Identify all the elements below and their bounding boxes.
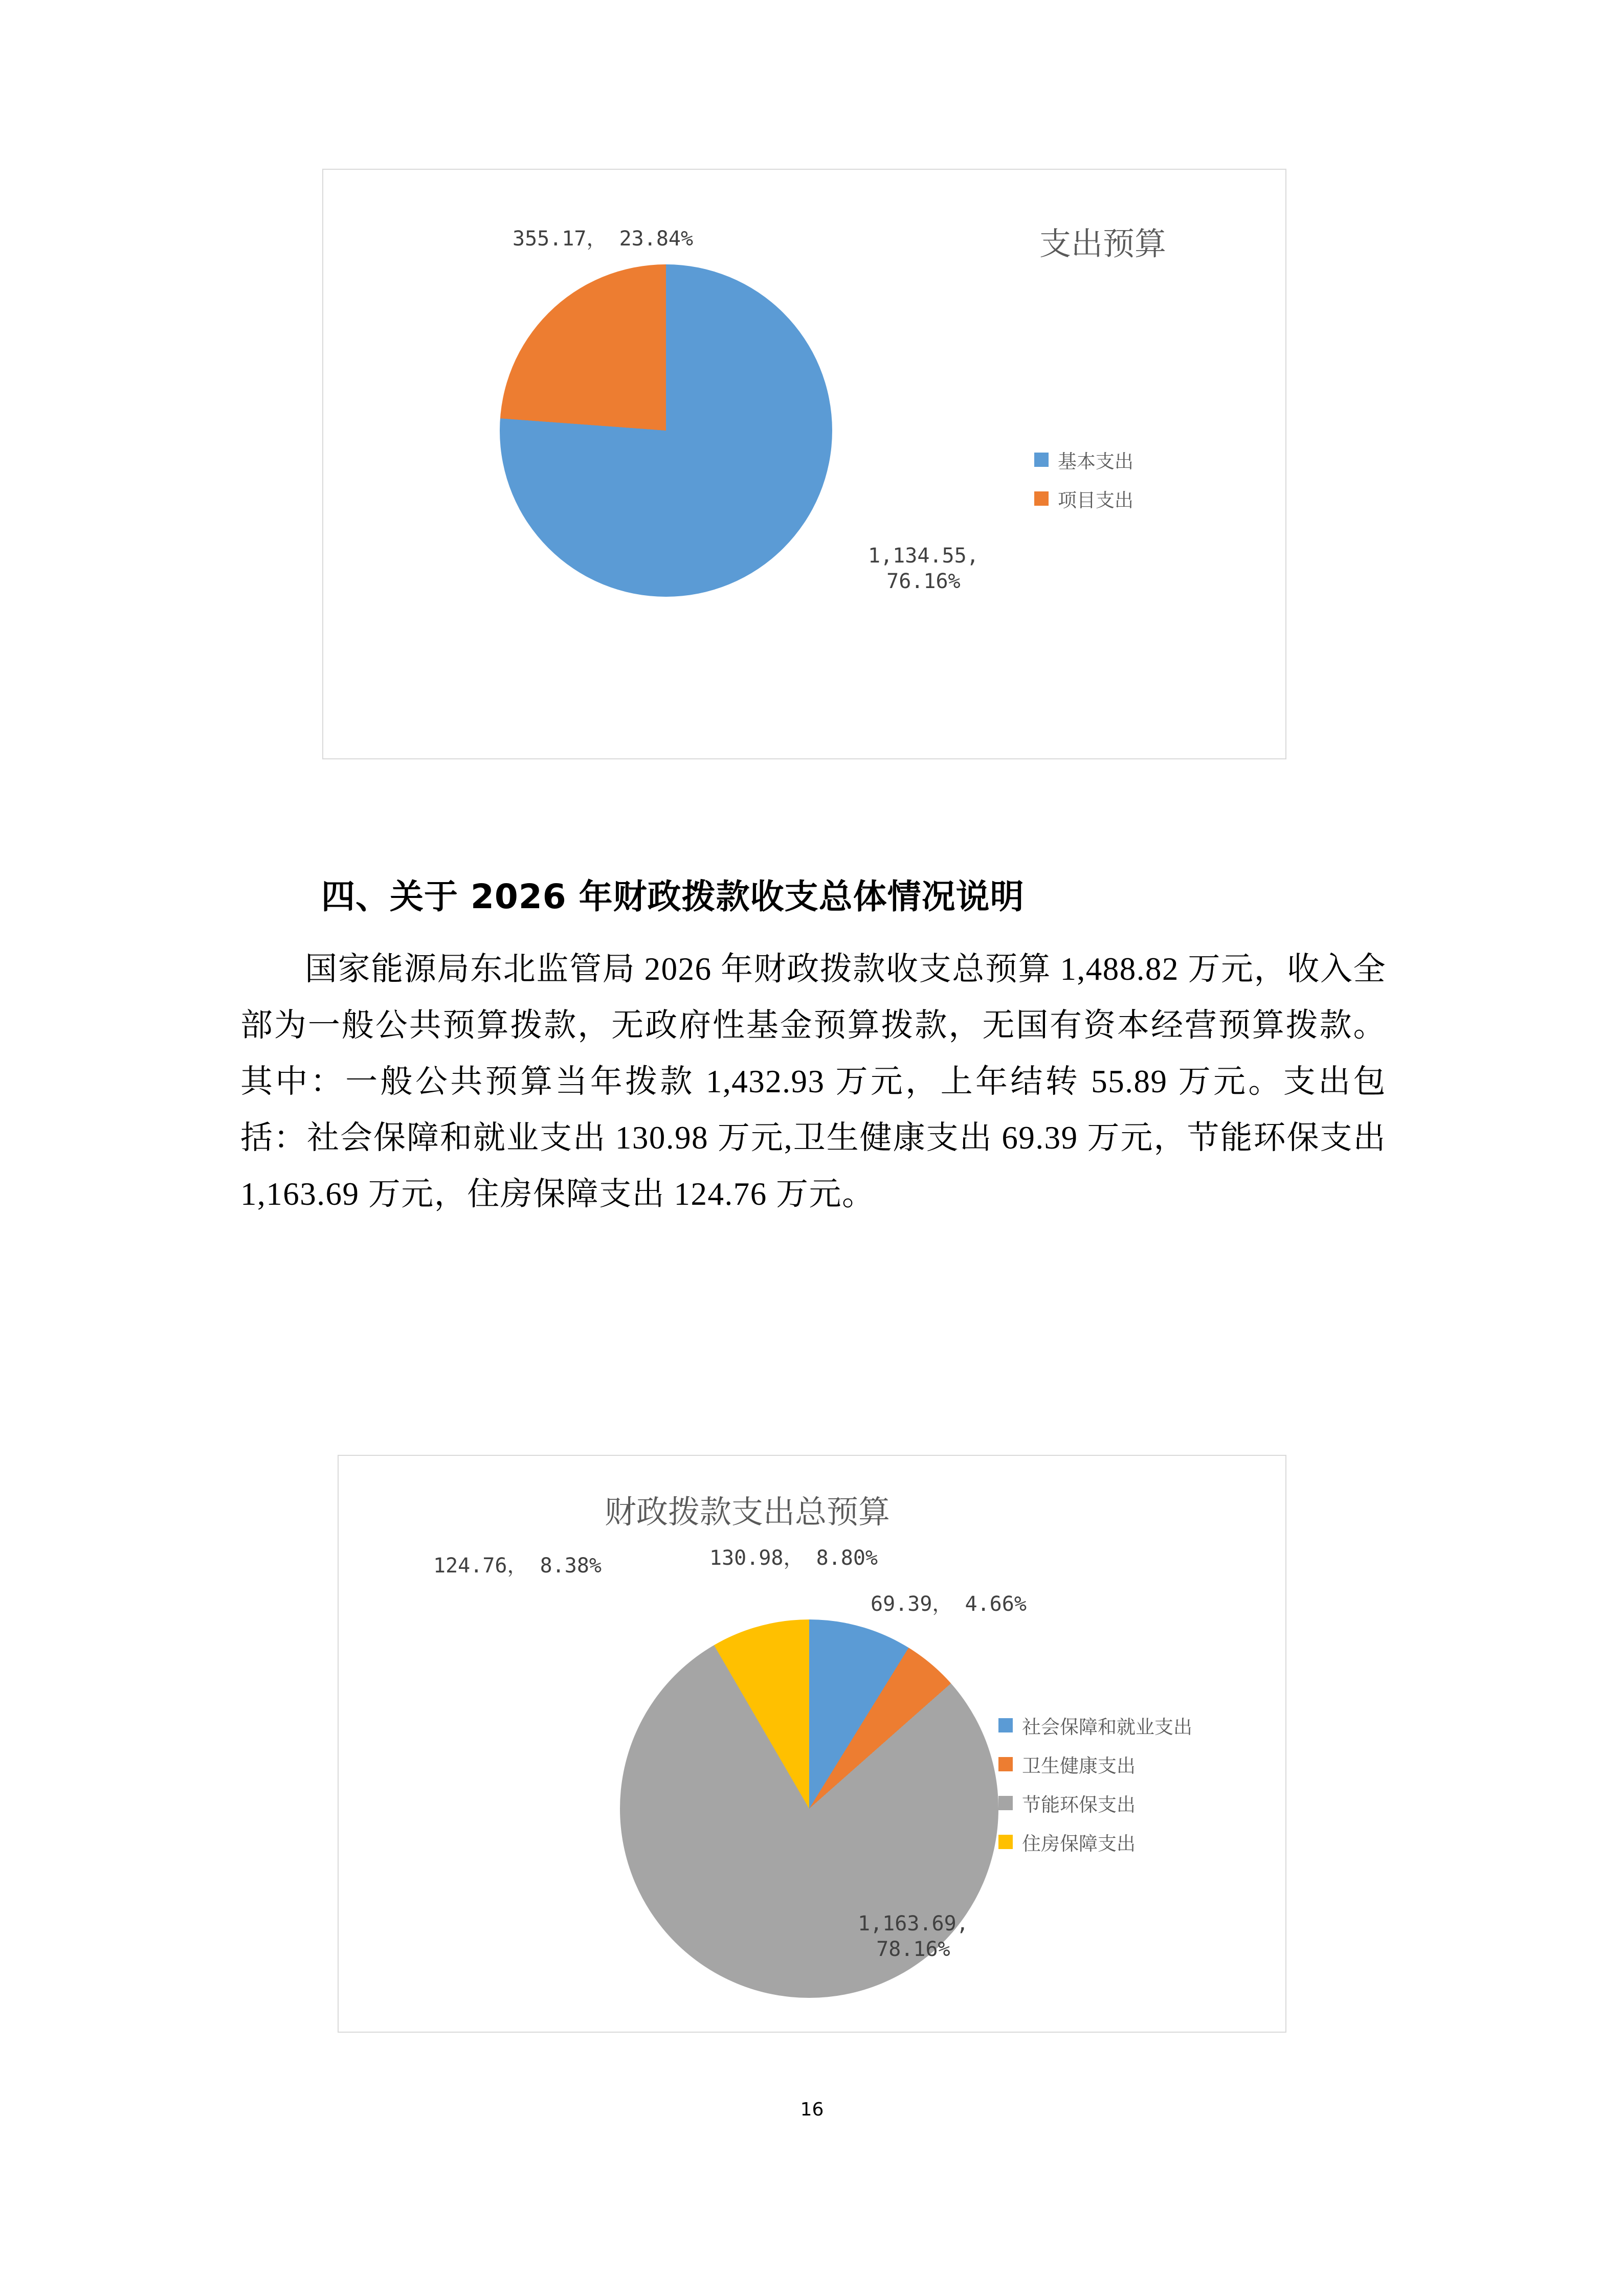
legend-item-basic <box>1034 446 1133 474</box>
body-text <box>240 941 1386 1222</box>
legend-swatch-icon <box>998 1796 1013 1810</box>
pie-label-basic-value: 1,134.55, <box>868 544 979 568</box>
legend-item-social-security <box>998 1712 1192 1739</box>
chart-legend <box>1034 446 1133 524</box>
legend-item-housing-security <box>998 1828 1192 1856</box>
legend-item-project <box>1034 485 1133 512</box>
chart-title: 支出预算 <box>1039 225 1167 262</box>
legend-swatch-icon <box>1034 453 1049 467</box>
legend-swatch-icon <box>998 1757 1013 1771</box>
pie-chart-expenditure <box>500 264 832 597</box>
chart-legend <box>998 1712 1192 1867</box>
legend-item-health <box>998 1750 1192 1778</box>
legend-swatch-icon <box>998 1835 1013 1849</box>
legend-label: 项目支出 <box>1058 489 1133 511</box>
pie-label-env-value: 1,163.69, <box>858 1912 969 1935</box>
pie-label-basic-percent: 76.16% <box>886 570 961 593</box>
pie-label-housing-security: 124.76， 8.38% <box>433 1554 602 1578</box>
pie-label-basic-expenditure <box>868 543 979 594</box>
pie-label-project-expenditure: 355.17， 23.84% <box>513 227 694 251</box>
legend-swatch-icon <box>1034 491 1049 506</box>
pie-label-social-security: 130.98， 8.80% <box>709 1546 878 1570</box>
chart-expenditure-budget <box>322 169 1286 759</box>
chart-title: 财政拨款支出总预算 <box>605 1493 891 1530</box>
legend-label: 社会保障和就业支出 <box>1022 1716 1192 1738</box>
legend-item-energy-environment <box>998 1789 1192 1817</box>
legend-swatch-icon <box>998 1718 1013 1732</box>
legend-label: 卫生健康支出 <box>1022 1755 1136 1777</box>
pie-label-health: 69.39， 4.66% <box>871 1592 1027 1616</box>
page-number: 16 <box>800 2099 824 2120</box>
legend-label: 基本支出 <box>1058 451 1133 472</box>
pie-label-energy-environment <box>858 1911 969 1962</box>
paragraph: 国家能源局东北监管局 2026 年财政拨款收支总预算 1,488.82 万元，收入全部为一般公共预算拨款，无政府性基金预算拨款，无国有资本经营预算拨款。其中：一般公共预算当年拨款 1,432.93 万元，上年结转 55.89 万元。支出包括：社会保障和就业支出 130.98 万元,卫生健康支出 69.39 万元，节能环保支出 1,163.69 万元，住房保障支出 124.76 万元。 <box>240 951 1386 1212</box>
section-heading: 四、关于 2026 年财政拨款收支总体情况说明 <box>321 877 1025 916</box>
legend-label: 节能环保支出 <box>1022 1794 1136 1816</box>
chart-fiscal-appropriation-expenditure <box>338 1455 1286 2033</box>
pie-label-env-percent: 78.16% <box>876 1938 950 1961</box>
legend-label: 住房保障支出 <box>1022 1833 1136 1855</box>
